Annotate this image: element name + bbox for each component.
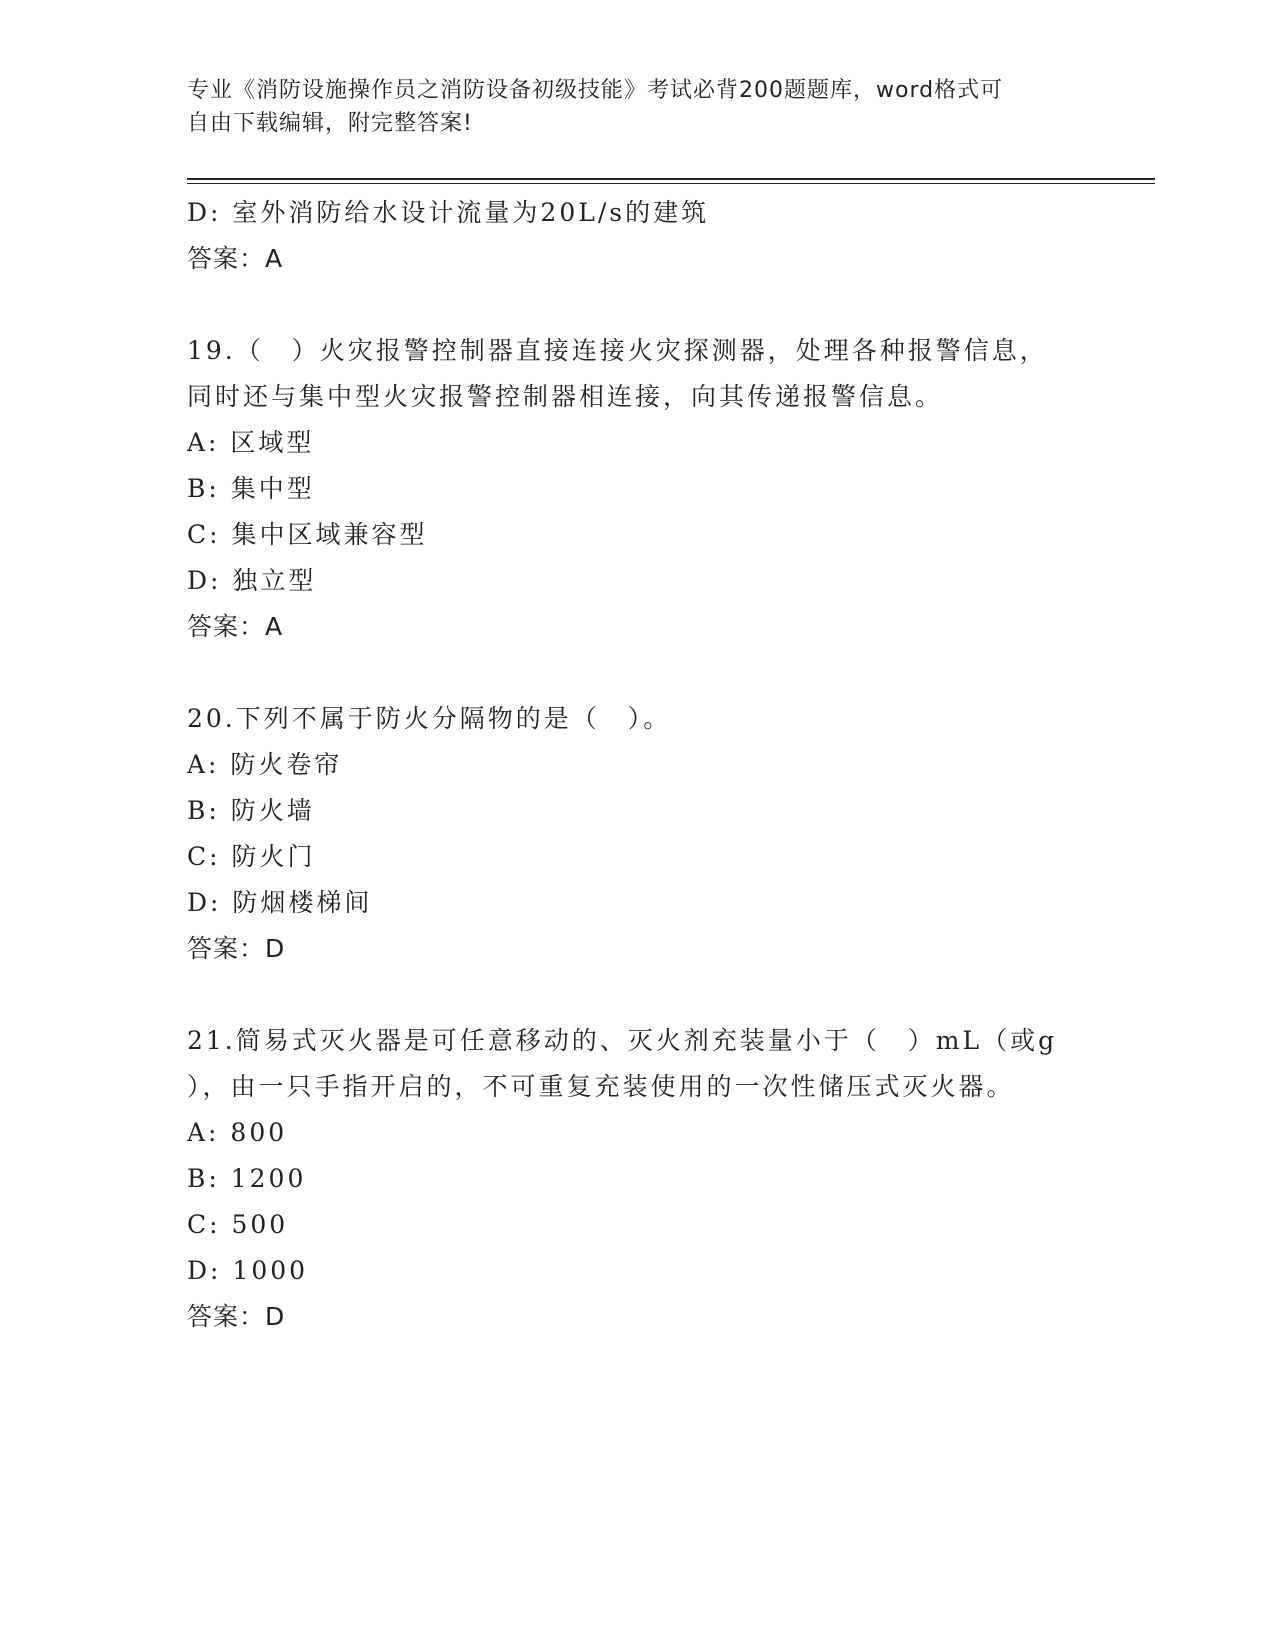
option-c: C: 500 — [187, 1210, 289, 1239]
header-line-2: 自由下载编辑，附完整答案! — [187, 111, 473, 136]
option-d: D: 防烟楼梯间 — [187, 888, 373, 917]
option-a: A: 800 — [187, 1118, 288, 1147]
document-body — [187, 190, 1087, 1340]
answer-line: 答案：D — [187, 1302, 286, 1331]
option-b: B: 防火墙 — [187, 796, 315, 825]
question-21 — [187, 1018, 1087, 1340]
answer-line: 答案：A — [187, 612, 284, 641]
header-divider-thick — [187, 178, 1155, 180]
question-text-line: 同时还与集中型火灾报警控制器相连接，向其传递报警信息。 — [187, 382, 944, 411]
question-text-line: 21.简易式灭火器是可任意移动的、灭火剂充装量小于（ ）mL（或g — [187, 1026, 1058, 1055]
header-line-1: 专业《消防设施操作员之消防设备初级技能》考试必背200题题库，word格式可 — [187, 78, 1004, 103]
question-text-line: ），由一只手指开启的，不可重复充装使用的一次性储压式灭火器。 — [187, 1072, 1015, 1101]
option-c: C: 集中区域兼容型 — [187, 520, 428, 549]
question-19 — [187, 328, 1087, 650]
answer-line: 答案：A — [187, 244, 284, 273]
option-a: A: 防火卷帘 — [187, 750, 343, 779]
header-divider-thin — [187, 183, 1155, 184]
option-d: D: 独立型 — [187, 566, 317, 595]
option-a: A: 区域型 — [187, 428, 315, 457]
question-text-line: 20.下列不属于防火分隔物的是（ ）。 — [187, 704, 672, 733]
previous-question-tail — [187, 190, 1087, 282]
option-d: D: 室外消防给水设计流量为20L/s的建筑 — [187, 198, 710, 227]
option-b: B: 1200 — [187, 1164, 307, 1193]
option-b: B: 集中型 — [187, 474, 315, 503]
answer-line: 答案：D — [187, 934, 286, 963]
option-c: C: 防火门 — [187, 842, 316, 871]
question-text-line: 19.（ ）火灾报警控制器直接连接火灾探测器，处理各种报警信息， — [187, 336, 1048, 365]
option-d: D: 1000 — [187, 1256, 309, 1285]
document-header — [187, 74, 1067, 140]
question-20 — [187, 696, 1087, 972]
